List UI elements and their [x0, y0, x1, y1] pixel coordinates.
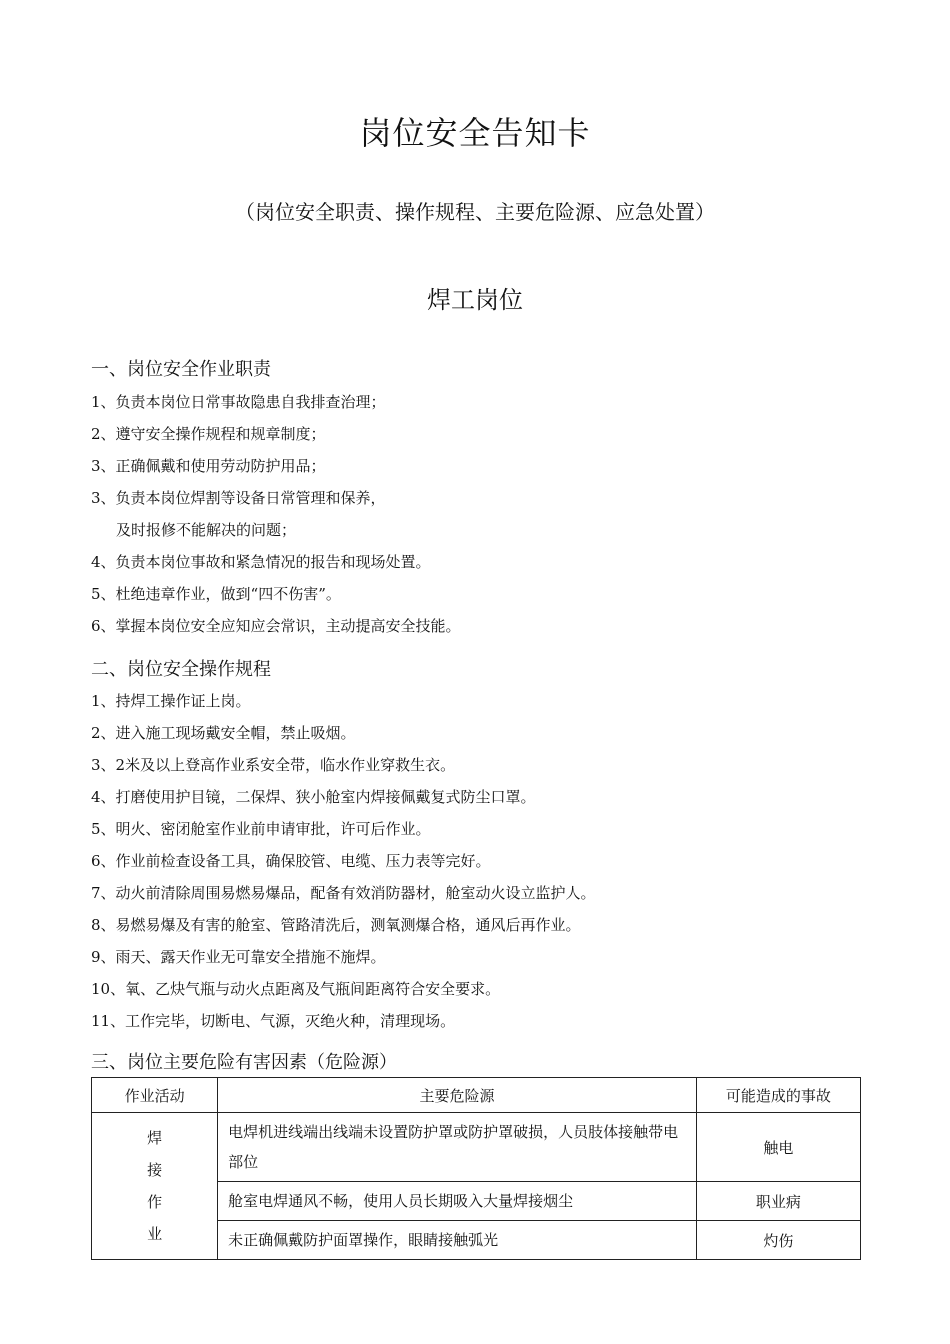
procedure-item: 6、作业前检查设备工具，确保胶管、电缆、压力表等完好。 [91, 852, 491, 870]
duty-item: 3、负责本岗位焊割等设备日常管理和保养， [91, 489, 386, 507]
duty-item: 5、杜绝违章作业，做到“四不伤害”。 [91, 585, 341, 603]
hazard-cell: 电焊机进线端出线端未设置防护罩或防护罩破损，人员肢体接触带电部位 [218, 1113, 697, 1182]
duty-item-continuation: 及时报修不能解决的问题； [116, 521, 297, 539]
hazard-table [91, 1077, 861, 1260]
hazard-cell: 未正确佩戴防护面罩操作，眼睛接触弧光 [218, 1221, 697, 1260]
table-row [92, 1113, 861, 1182]
procedure-item: 1、持焊工操作证上岗。 [91, 692, 251, 710]
page-subtitle: （岗位安全职责、操作规程、主要危险源、应急处置） [235, 200, 715, 224]
activity-char: 焊 [147, 1129, 163, 1147]
activity-char: 接 [147, 1161, 163, 1179]
activity-cell [92, 1113, 218, 1260]
procedure-item: 11、工作完毕，切断电、气源，灭绝火种，清理现场。 [91, 1012, 456, 1030]
post-name: 焊工岗位 [427, 286, 523, 314]
hazard-cell: 舱室电焊通风不畅，使用人员长期吸入大量焊接烟尘 [218, 1182, 697, 1221]
procedure-item: 10、氧、乙炔气瓶与动火点距离及气瓶间距离符合安全要求。 [91, 980, 501, 998]
section-heading-duties: 一、岗位安全作业职责 [91, 359, 271, 380]
duty-item: 2、遵守安全操作规程和规章制度； [91, 425, 326, 443]
accident-cell: 职业病 [696, 1182, 860, 1221]
section-heading-hazards: 三、岗位主要危险有害因素（危险源） [91, 1052, 397, 1073]
header-hazard: 主要危险源 [218, 1078, 697, 1113]
procedure-item: 8、易燃易爆及有害的舱室、管路清洗后，测氧测爆合格，通风后再作业。 [91, 916, 581, 934]
accident-cell: 灼伤 [696, 1221, 860, 1260]
duty-item: 3、正确佩戴和使用劳动防护用品； [91, 457, 326, 475]
page-title: 岗位安全告知卡 [359, 114, 591, 152]
procedure-item: 4、打磨使用护目镜，二保焊、狭小舱室内焊接佩戴复式防尘口罩。 [91, 788, 536, 806]
activity-char: 业 [147, 1225, 163, 1243]
duty-item: 1、负责本岗位日常事故隐患自我排查治理； [91, 393, 386, 411]
procedure-item: 2、进入施工现场戴安全帽，禁止吸烟。 [91, 724, 356, 742]
activity-char: 作 [147, 1193, 163, 1211]
procedure-item: 9、雨天、露天作业无可靠安全措施不施焊。 [91, 948, 386, 966]
table-header-row [92, 1078, 861, 1113]
duty-item: 6、掌握本岗位安全应知应会常识，主动提高安全技能。 [91, 617, 461, 635]
procedure-item: 5、明火、密闭舱室作业前申请审批，许可后作业。 [91, 820, 431, 838]
duty-item: 4、负责本岗位事故和紧急情况的报告和现场处置。 [91, 553, 431, 571]
accident-cell: 触电 [696, 1113, 860, 1182]
header-activity: 作业活动 [92, 1078, 218, 1113]
procedure-item: 3、2米及以上登高作业系安全带，临水作业穿救生衣。 [91, 756, 456, 774]
section-heading-procedures: 二、岗位安全操作规程 [91, 659, 271, 680]
header-accident: 可能造成的事故 [696, 1078, 860, 1113]
procedure-item: 7、动火前清除周围易燃易爆品，配备有效消防器材，舱室动火设立监护人。 [91, 884, 596, 902]
